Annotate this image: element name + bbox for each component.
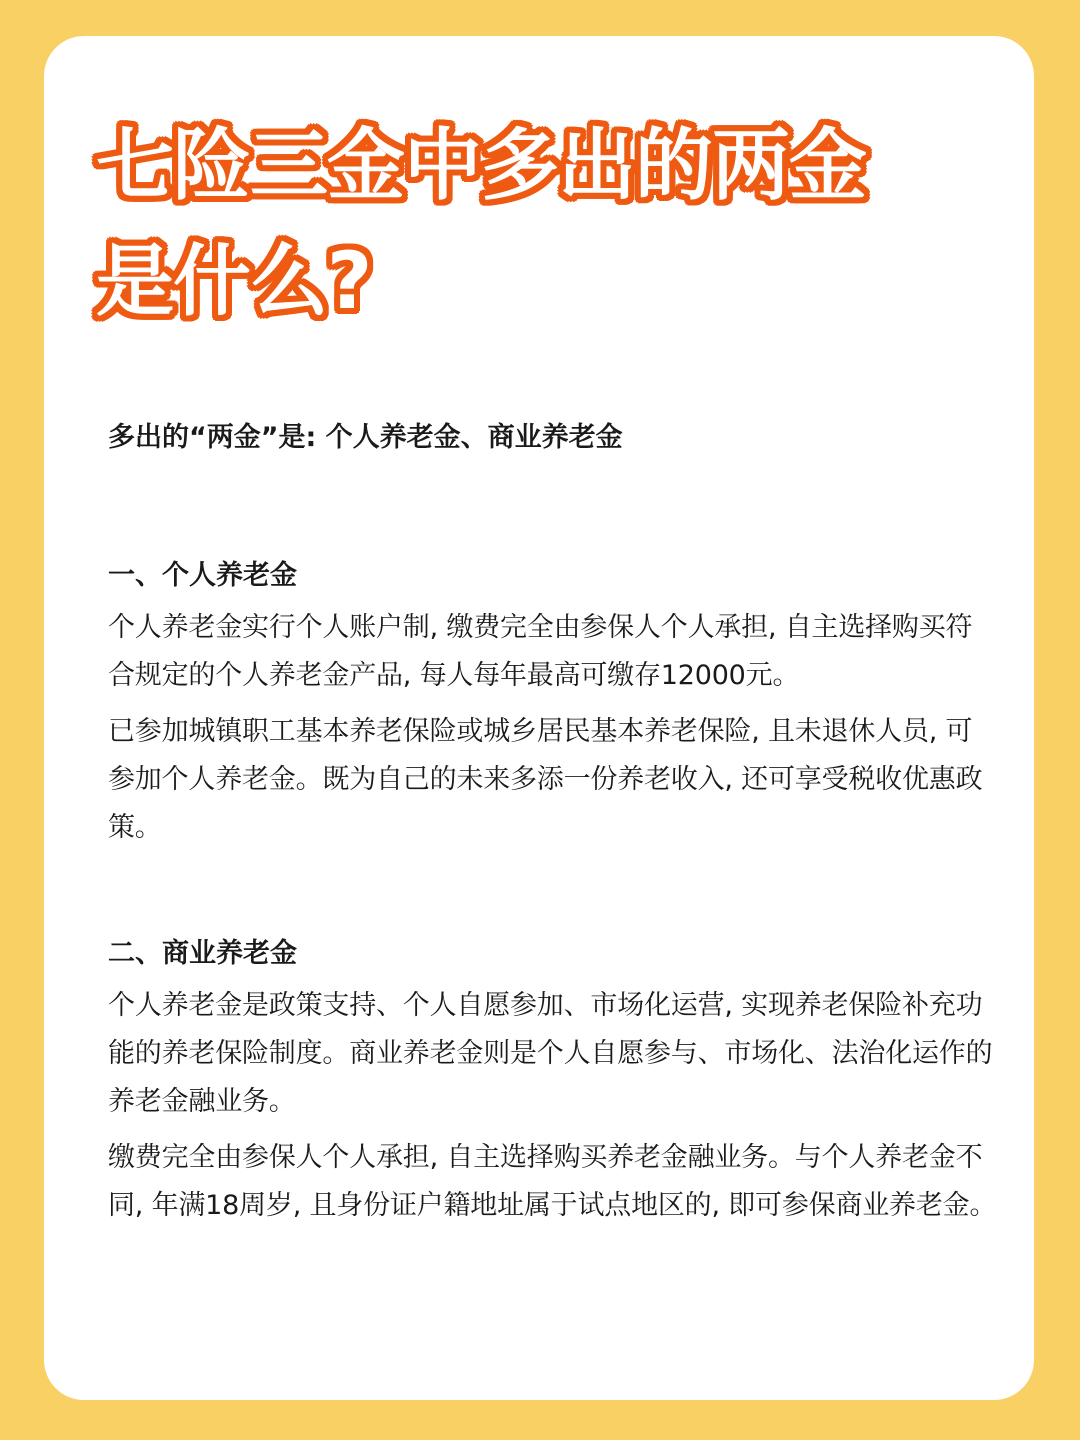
paragraph: 缴费完全由参保人个人承担, 自主选择购买养老金融业务。与个人养老金不同, 年满18周岁, 且身份证户籍地址属于试点地区的, 即可参保商业养老金。 [108, 1142, 997, 1221]
title-line-2: 是什么? [96, 237, 372, 327]
article-body [108, 414, 998, 1308]
intro-text: 多出的“两金”是: 个人养老金、商业养老金 [108, 422, 623, 453]
paragraph: 个人养老金是政策支持、个人自愿参加、市场化运营, 实现养老保险补充功能的养老保险制度。商业养老金则是个人自愿参与、市场化、法治化运作的养老金融业务。 [108, 990, 993, 1117]
section-commercial-pension [108, 930, 998, 1230]
section-heading: 二、商业养老金 [108, 938, 297, 969]
paragraph: 已参加城镇职工基本养老保险或城乡居民基本养老保险, 且未退休人员, 可参加个人养老金。既为自己的未来多添一份养老收入, 还可享受税收优惠政策。 [108, 716, 983, 843]
paragraph: 个人养老金实行个人账户制, 缴费完全由参保人个人承担, 自主选择购买符合规定的个人养老金产品, 每人每年最高可缴存12000元。 [108, 612, 973, 691]
page-title [96, 108, 996, 340]
title-line-1: 七险三金中多出的两金 [96, 121, 867, 211]
section-heading: 一、个人养老金 [108, 560, 297, 591]
section-personal-pension [108, 552, 998, 852]
